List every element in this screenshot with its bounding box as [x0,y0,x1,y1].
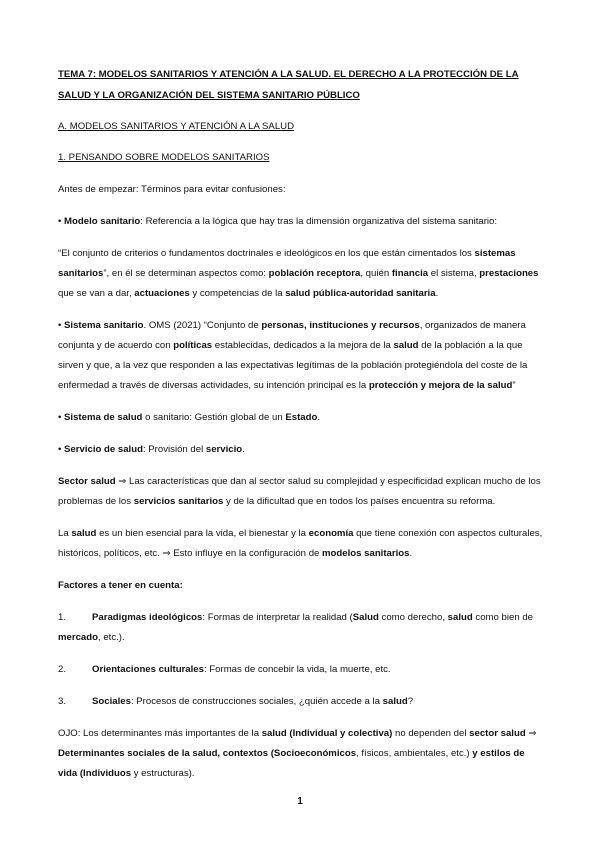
bold-text: salud (Individual y colectiva) [261,728,393,739]
section-1-heading: 1. PENSANDO SOBRE MODELOS SANITARIOS [58,152,270,163]
text: ”, en él se determinan aspectos como: [103,268,269,279]
text: “El conjunto de criterios o fundamentos doctrinales e ideológicos en los que están cimentados los [58,248,475,259]
bullet: • [58,444,62,455]
sistema-sanitario-definition [58,316,544,396]
salud-bien-paragraph [58,524,544,564]
document-title: TEMA 7: MODELOS SANITARIOS Y ATENCIÓN A LA SALUD. EL DERECHO A LA PROTECCIÓN DE LA SALUD Y LA ORGANIZACIÓN DEL SISTEMA SANITARIO PÚBLICO [58,69,519,101]
bold-text: salud pública-autoridad sanitaria [285,288,436,299]
bold-text: financia [391,268,429,279]
bold-text: economía [308,528,354,539]
term: Paradigmas ideológicos [92,612,203,623]
text: de la población a la que sirven y que, a la vez que responden a las expectativas legítimas de la población protegiéndola del coste de la enfermedad a través de diversas actividades, su intención principal es la [58,340,528,391]
bold-text: actuaciones [134,288,190,299]
text: que se van a dar, [58,288,135,299]
text: : Formas de interpretar la realidad ( [202,612,353,623]
text: no dependen del [392,728,470,739]
factor-item [58,692,544,712]
bold-text: servicio [205,444,243,455]
text: que tiene conexión con aspectos culturales, históricos, políticos, etc. [58,528,543,559]
term: Servicio de salud [64,444,143,455]
text: ? [407,696,414,707]
term: Sector salud [58,476,116,487]
bold-text: personas, instituciones y recursos [261,320,420,331]
term: Orientaciones culturales [92,664,204,675]
term: Modelo sanitario [64,216,141,227]
term: Sistema sanitario [64,320,144,331]
text: . OMS (2021) “Conjunto de [143,320,262,331]
bullet: • [58,216,62,227]
bold-text: salud [382,696,408,707]
text: : Formas de concebir la vida, la muerte, etc. [203,664,391,675]
text: . [409,548,413,559]
bold-text: Salud [352,612,379,623]
bold-text: Factores a tener en cuenta: [58,580,183,591]
text: , quién [360,268,392,279]
text: y estructuras). [131,768,195,779]
bold-text: salud [447,612,473,623]
bold-text: prestaciones [479,268,539,279]
bullet: • [58,412,62,423]
text: como derecho, [378,612,448,623]
text: . [242,444,245,455]
arrow-icon: ⇒ [162,548,171,559]
text: : Provisión del [142,444,206,455]
term: Sistema de salud [64,412,143,423]
text: Esto influye en la configuración de [170,548,323,559]
bold-text: y estilos de vida (Individuos [58,748,525,779]
sector-salud-paragraph [58,472,544,512]
bold-text: salud [71,528,97,539]
modelo-sanitario-definition [58,212,544,232]
bold-text: Estado [285,412,318,423]
arrow-icon: ⇒ [528,728,537,739]
bold-text: protección y mejora de la salud [368,380,513,391]
factor-item [58,660,544,680]
text: establecidas, dedicados a la mejora de la [212,340,394,351]
bold-text: salud [393,340,419,351]
quote-paragraph [58,244,544,304]
text: OJO: Los determinantes más importantes de la [58,728,262,739]
text: es un bien esencial para la vida, el bienestar y la [96,528,309,539]
bold-text: servicios sanitarios [133,496,224,507]
bold-text: mercado [58,632,98,643]
text: y de la dificultad que en todos los países encuentra su reforma. [223,496,496,507]
text: como bien de [472,612,533,623]
servicio-de-salud-definition [58,440,544,460]
definition-text: : Referencia a la lógica que hay tras la dimensión organizativa del sistema sanitario: [140,216,498,227]
text: : Procesos de construcciones sociales, ¿quién accede a la [130,696,383,707]
text: . [435,288,439,299]
bold-text: Determinantes sociales de la salud, contextos (Socioeconómicos [58,748,357,759]
bold-text: población receptora [268,268,361,279]
ojo-paragraph [58,724,544,784]
factores-heading [58,576,544,596]
list-number: 1. [58,612,67,623]
list-number: 2. [58,664,67,675]
text: ” [512,380,516,391]
text: el sistema, [428,268,480,279]
bold-text: modelos sanitarios [322,548,410,559]
arrow-icon: ⇒ [118,476,127,487]
text: , organizados de manera conjunta y de acuerdo con [58,320,526,351]
text: . [317,412,321,423]
page-number: 1 [297,796,303,807]
factor-item [58,608,544,648]
text: Las características que dan al sector salud su complejidad y especificidad explican mucho de los problemas de los [58,476,541,507]
bold-text: políticas [173,340,213,351]
term: Sociales [92,696,131,707]
list-number: 3. [58,696,67,707]
text: La [58,528,72,539]
text: o sanitario: Gestión global de un [142,412,286,423]
bullet: • [58,320,62,331]
document-page [58,64,544,784]
section-a-heading: A. MODELOS SANITARIOS Y ATENCIÓN A LA SALUD [58,121,295,132]
text: , etc.). [98,632,125,643]
bold-text: sector salud [469,728,526,739]
bold-text: sistemas sanitarios [58,248,516,279]
sistema-de-salud-definition [58,408,544,428]
intro-paragraph: Antes de empezar: Términos para evitar confusiones: [58,184,286,195]
text: y competencias de la [189,288,286,299]
text: , físicos, ambientales, etc.) [356,748,473,759]
